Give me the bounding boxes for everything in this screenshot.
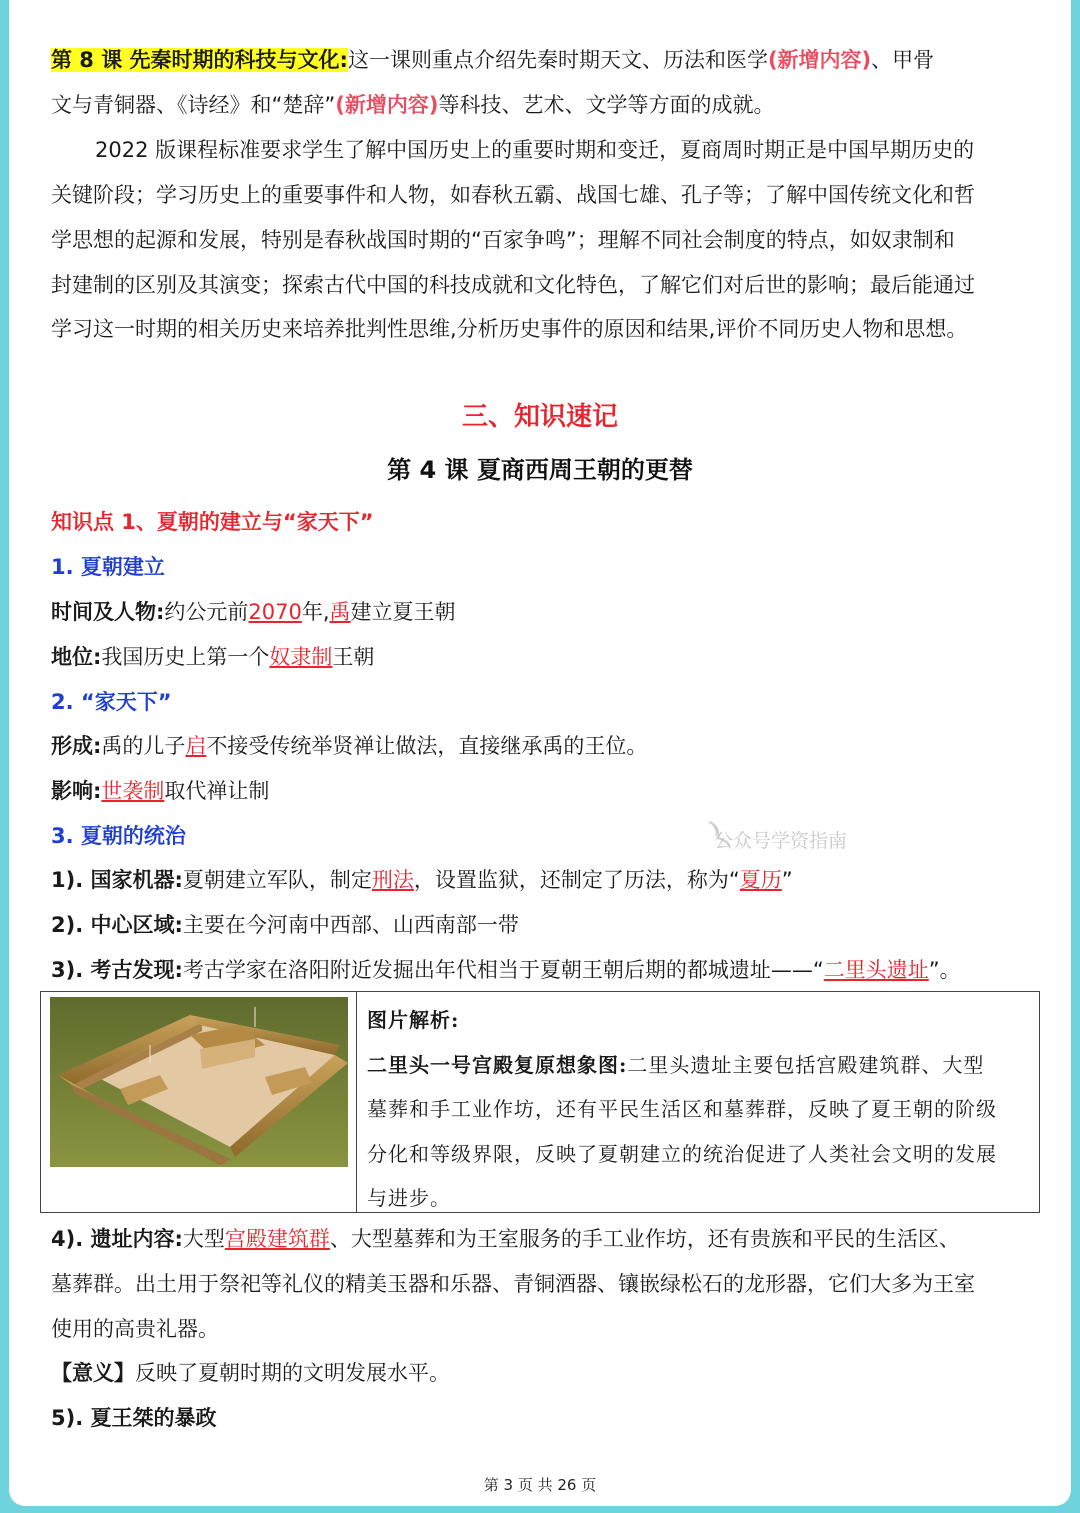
answer-xia-calendar: 夏历 [739,868,782,892]
text: ，设置监狱，还制定了历法，称为“ [413,868,740,892]
figure-caption-label: 二里头一号宫殿复原想象图: [367,1052,628,1077]
lesson-title: 第 4 课 夏商西周王朝的更替 [387,456,693,484]
intro-text: 等科技、艺术、文学等方面的成就。 [438,93,775,117]
influence-label: 影响: [51,779,102,803]
influence-line [51,776,1031,806]
standards-line-4: 封建制的区别及其演变；探索古代中国的科技成就和文化特色，了解它们对后世的影响；最后能通过 [51,273,975,297]
intro-text: 、甲骨 [871,48,935,72]
text: 反映了夏朝时期的文明发展水平。 [135,1361,450,1385]
answer-slavery: 奴隶制 [269,645,333,669]
text: 年, [301,600,330,624]
text: 夏朝建立军队，制定 [182,868,372,892]
formation-line [51,731,1031,761]
intro-line-1 [51,45,1031,75]
intro-line-2 [51,90,1031,120]
heading-xia-founding: 1. 夏朝建立 [51,555,165,579]
site-content-line-3: 使用的高贵礼器。 [51,1317,219,1341]
rule-item-2 [51,910,1031,940]
document-page [9,0,1071,1506]
erlitou-palace-illustration [50,997,348,1167]
figure-divider [356,992,357,1212]
standards-line-5: 学习这一时期的相关历史来培养批判性思维,分析历史事件的原因和结果,评价不同历史人物和思想。 [51,317,968,341]
time-person-line [51,597,1031,627]
text: 我国历史上第一个 [101,645,270,669]
text: ”。 [928,958,961,982]
lesson-8-tag: 第 8 课 先秦时期的科技与文化: [51,48,348,72]
answer-hereditary: 世袭制 [101,779,165,803]
item-label: 3). 考古发现: [51,958,183,982]
figure-caption-line [367,1043,1033,1088]
text: 取代禅让制 [164,779,270,803]
figure-heading: 图片解析: [367,1008,460,1032]
standards-line-3: 学思想的起源和发展，特别是春秋战国时期的“百家争鸣”；理解不同社会制度的特点，如奴隶制和 [51,228,955,252]
status-line [51,642,1031,672]
formation-label: 形成: [51,734,102,758]
text: 禹的儿子 [101,734,186,758]
meaning-label: 【意义】 [51,1361,135,1385]
text: ” [781,868,793,892]
text: 大型 [182,1227,225,1251]
intro-text: 这一课则重点介绍先秦时期天文、历法和医学 [347,48,768,72]
standards-line-1: 2022 版课程标准要求学生了解中国历史上的重要时期和变迁，夏商周时期正是中国早期历史的 [95,138,975,162]
figure-caption-line: 墓葬和手工业作坊，还有平民生活区和墓葬群，反映了夏王朝的阶级 [367,1097,997,1121]
text: 主要在今河南中西部、山西南部一带 [182,913,519,937]
heading-jiatianxia: 2. “家天下” [51,690,172,714]
text: 、大型墓葬和为王室服务的手工业作坊，还有贵族和平民的生活区、 [329,1227,960,1251]
status-label: 地位: [51,645,102,669]
time-label: 时间及人物: [51,600,165,624]
item-label: 2). 中心区域: [51,913,183,937]
knowledge-point-title: 知识点 1、夏朝的建立与“家天下” [51,510,374,534]
text: 不接受传统举贤禅让做法，直接继承禹的王位。 [206,734,648,758]
answer-person: 禹 [329,600,351,624]
answer-year: 2070 [248,600,302,624]
answer-palace-complex: 宫殿建筑群 [224,1227,330,1251]
heading-xia-rule: 3. 夏朝的统治 [51,824,186,848]
page-number-footer: 第 3 页 共 26 页 [483,1476,597,1494]
figure-caption-line: 分化和等级界限，反映了夏朝建立的统治促进了人类社会文明的发展 [367,1141,997,1166]
figure-caption [367,998,1033,1221]
text: 二里头遗址主要包括宫殿建筑群、大型 [627,1052,985,1077]
section-title: 三、知识速记 [461,402,618,432]
figure-analysis-box [40,991,1040,1213]
rule-item-3 [51,955,1031,985]
answer-erlitou: 二里头遗址 [823,958,929,982]
intro-text: 文与青铜器、《诗经》和“楚辞” [51,93,336,117]
text: 王朝 [332,645,375,669]
item-label: 1). 国家机器: [51,868,183,892]
answer-qi: 启 [185,734,207,758]
text: 考古学家在洛阳附近发掘出年代相当于夏朝王朝后期的都城遗址——“ [182,958,824,982]
new-content-tag: (新增内容) [767,48,872,72]
rule-item-5: 5). 夏王桀的暴政 [51,1406,217,1430]
answer-criminal-law: 刑法 [371,868,414,892]
site-content-line-2: 墓葬群。出土用于祭祀等礼仪的精美玉器和乐器、青铜酒器、镶嵌绿松石的龙形器，它们大多为王室 [51,1272,975,1296]
item-label: 4). 遗址内容: [51,1227,183,1251]
text: 建立夏王朝 [350,600,456,624]
watermark-text: 公众号学资指南 [714,830,848,852]
meaning-line [51,1358,1031,1388]
text: 约公元前 [164,600,249,624]
new-content-tag: (新增内容) [335,93,439,117]
rule-item-1 [51,865,1031,895]
figure-caption-line: 与进步。 [367,1186,451,1210]
standards-line-2: 关键阶段；学习历史上的重要事件和人物，如春秋五霸、战国七雄、孔子等；了解中国传统文化和哲 [51,183,975,207]
rule-item-4 [51,1224,1031,1254]
